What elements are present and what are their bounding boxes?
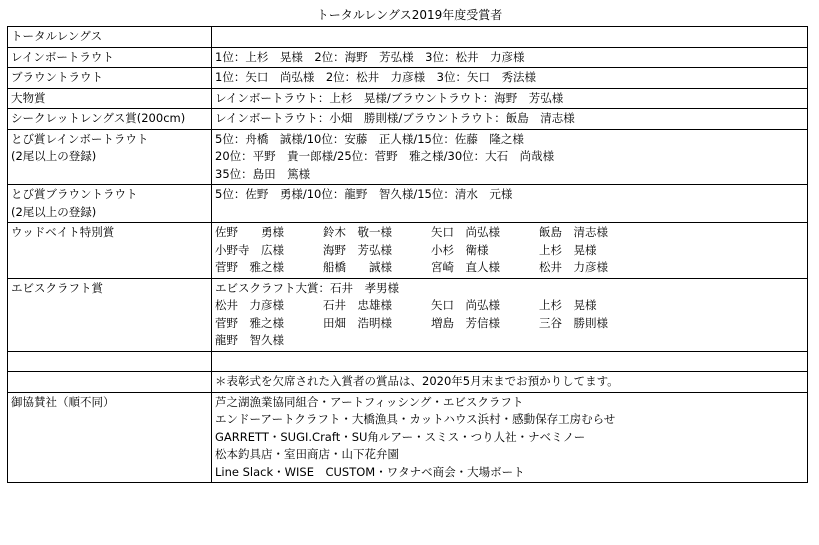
award-row	[8, 88, 808, 109]
award-winners-cell	[212, 129, 808, 185]
award-category-label	[11, 353, 208, 371]
award-category-cell	[8, 88, 212, 109]
winner-name: 上杉 晃様	[539, 242, 597, 257]
award-winners-line	[215, 28, 804, 46]
winner-name: 石井 忠雄様	[323, 298, 392, 312]
winner-name: 小杉 衛様	[431, 242, 489, 257]
award-category-cell	[8, 392, 212, 483]
award-row	[8, 185, 808, 223]
award-row	[8, 223, 808, 279]
winner-name: 菅野 雅之様	[215, 260, 284, 274]
document-title: トータルレングス2019年度受賞者	[316, 8, 503, 22]
award-row	[8, 129, 808, 185]
winners-grid	[215, 297, 804, 350]
award-category-cell	[8, 372, 212, 393]
award-winners-line: GARRETT・SUGI.Craft・SU角ルアー・スミス・つり人社・ナベミノー	[215, 429, 586, 444]
awards-table	[7, 26, 808, 483]
award-row	[8, 27, 808, 48]
award-category-label: トータルレングス	[11, 29, 103, 43]
winner-name: 海野 芳弘様	[323, 242, 392, 257]
winner-name: 龍野 智久様	[215, 333, 284, 347]
award-winners-line: 5位：佐野 勇様/10位：龍野 智久様/15位：清水 元様	[215, 187, 513, 201]
award-category-label: ブラウントラウト	[11, 70, 103, 84]
award-row	[8, 47, 808, 68]
award-category-cell	[8, 27, 212, 48]
winner-name: 小野寺 広様	[215, 242, 284, 257]
award-category-label: シークレットレングス賞(200cm)	[11, 111, 186, 125]
award-winners-line	[215, 204, 804, 222]
winner-name	[539, 332, 659, 350]
winner-name: 矢口 尚弘様	[431, 225, 500, 239]
award-category-cell	[8, 223, 212, 279]
award-category-label: とび賞ブラウントラウト	[11, 187, 138, 201]
award-category-cell	[8, 129, 212, 185]
award-category-label: レインボートラウト	[11, 49, 114, 64]
award-winners-line: レインボートラウト：上杉 晃様/ブラウントラウト：海野 芳弘様	[215, 90, 564, 105]
award-winners-line: 20位：平野 貴一郎様/25位：菅野 雅之様/30位：大石 尚哉様	[215, 149, 555, 163]
award-winners-line: エビスクラフト大賞：石井 孝男様	[215, 280, 399, 295]
award-row	[8, 372, 808, 393]
award-category-label: ウッドベイト特別賞	[11, 225, 115, 239]
winner-name: 三谷 勝則様	[539, 315, 608, 330]
award-winners-line: Line Slack・WISE CUSTOM・ワタナベ商会・大場ボート	[215, 464, 525, 479]
award-category-cell	[8, 351, 212, 372]
winner-name: 菅野 雅之様	[215, 315, 284, 330]
award-category-cell	[8, 278, 212, 351]
winner-name: 飯島 清志様	[539, 225, 608, 239]
award-winners-cell	[212, 68, 808, 89]
award-category-label: 大物賞	[11, 90, 46, 105]
award-winners-line: 5位：舟橋 誠様/10位：安藤 正人様/15位：佐藤 隆之様	[215, 131, 524, 146]
award-winners-cell	[212, 351, 808, 372]
award-row	[8, 109, 808, 130]
award-row	[8, 351, 808, 372]
award-winners-line: 松本釣具店・室田商店・山下花弁園	[215, 447, 399, 461]
winner-name: 鈴木 敬一様	[323, 225, 392, 239]
award-winners-cell	[212, 372, 808, 393]
award-winners-line: 35位：島田 篤様	[215, 166, 311, 181]
award-winners-line: エンドーアートクラフト・大橋漁具・カットハウス浜村・感動保存工房むらせ	[215, 412, 616, 426]
award-winners-line: 1位：上杉 晃様 2位：海野 芳弘様 3位：松井 力彦様	[215, 49, 525, 64]
award-winners-line: レインボートラウト：小畑 勝則様/ブラウントラウト：飯島 清志様	[215, 111, 575, 125]
award-winners-line: 1位：矢口 尚弘様 2位：松井 力彦様 3位：矢口 秀法様	[215, 70, 536, 84]
award-winners-cell	[212, 88, 808, 109]
winner-name: 増島 芳信様	[431, 315, 500, 330]
award-category-label: (2尾以上の登録)	[11, 149, 97, 163]
winner-name: 船橋 誠様	[323, 260, 392, 274]
winner-name: 松井 力彦様	[539, 260, 608, 274]
winner-name: 松井 力彦様	[215, 298, 284, 312]
winner-name: 佐野 勇様	[215, 225, 284, 239]
award-category-label: とび賞レインボートラウト	[11, 131, 149, 146]
award-winners-cell	[212, 185, 808, 223]
winners-grid	[215, 224, 804, 277]
awards-table-body	[8, 27, 808, 483]
award-row	[8, 68, 808, 89]
winner-name: 上杉 晃様	[539, 298, 597, 312]
winner-name	[431, 332, 539, 350]
winner-name: 矢口 尚弘様	[431, 298, 500, 312]
winner-name	[323, 332, 431, 350]
award-category-cell	[8, 109, 212, 130]
winner-name: 宮崎 直人様	[431, 260, 500, 274]
award-winners-cell	[212, 223, 808, 279]
award-winners-cell	[212, 27, 808, 48]
award-winners-cell	[212, 47, 808, 68]
award-winners-line: ＊表彰式を欠席された入賞者の賞品は、2020年5月末までお預かりしてます。	[215, 374, 619, 388]
award-row	[8, 392, 808, 483]
award-category-label: エビスクラフト賞	[11, 280, 103, 295]
award-category-label: 御協賛社（順不同）	[11, 394, 115, 409]
award-winners-cell	[212, 278, 808, 351]
award-row	[8, 278, 808, 351]
award-category-label	[11, 373, 208, 391]
winner-name: 田畑 浩明様	[323, 315, 392, 330]
award-category-cell	[8, 47, 212, 68]
award-winners-line	[215, 353, 804, 371]
award-winners-cell	[212, 109, 808, 130]
award-category-cell	[8, 68, 212, 89]
award-winners-line: 芦之湖漁業協同組合・アートフィッシング・エビスクラフト	[215, 394, 524, 409]
award-category-label: (2尾以上の登録)	[11, 204, 97, 219]
award-winners-cell	[212, 392, 808, 483]
award-category-cell	[8, 185, 212, 223]
